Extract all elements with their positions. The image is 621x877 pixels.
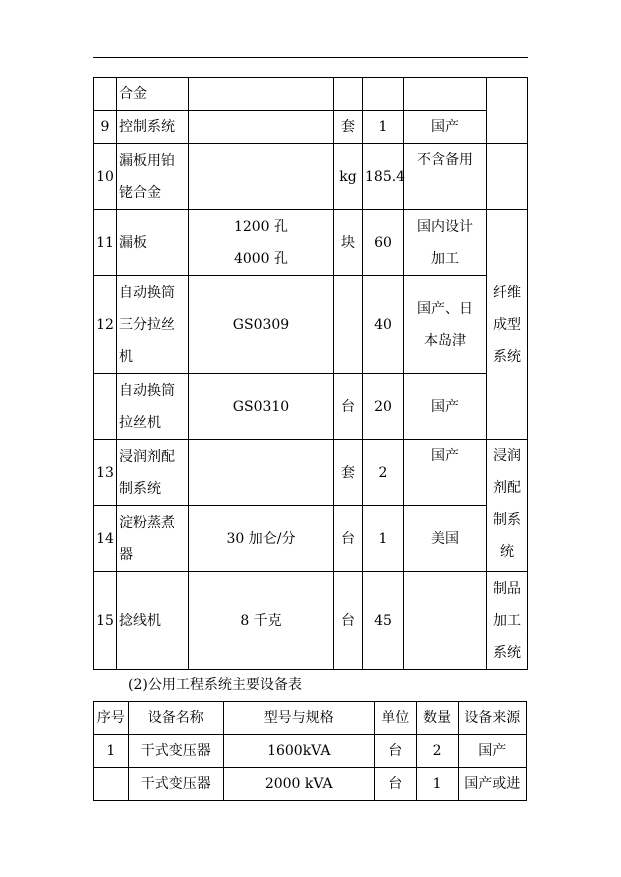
table-row <box>94 374 528 440</box>
group-line: 纤维 <box>493 284 521 301</box>
group-line: 制品 <box>493 580 521 597</box>
equipment-table-1 <box>93 77 528 670</box>
group-line: 剂配 <box>493 480 521 496</box>
source-line: 国内设计 <box>417 218 473 235</box>
group-line: 统 <box>500 544 514 560</box>
row-qty <box>363 78 404 111</box>
row-qty: 40 <box>363 276 404 374</box>
group-product-processing <box>487 572 528 670</box>
group-line: 制系 <box>493 512 521 528</box>
row-spec <box>189 78 334 111</box>
table-row <box>94 276 528 374</box>
row-source: 国产 <box>404 374 487 440</box>
table-row <box>94 735 527 768</box>
row-spec: 1600kVA <box>223 735 374 768</box>
table-caption: (2)公用工程系统主要设备表 <box>128 677 302 693</box>
row-no: 11 <box>94 210 117 276</box>
row-unit: 台 <box>374 768 416 801</box>
header-name: 设备名称 <box>128 702 223 735</box>
row-qty: 1 <box>363 506 404 572</box>
group-line: 系统 <box>493 644 521 661</box>
row-name <box>117 506 189 572</box>
group-empty <box>487 78 528 144</box>
row-source: 美国 <box>404 506 487 572</box>
row-spec <box>189 144 334 210</box>
row-unit <box>334 78 363 111</box>
row-source: 国产 <box>458 735 526 768</box>
row-qty: 2 <box>363 440 404 506</box>
group-sizing-system <box>487 440 528 572</box>
row-no <box>94 374 117 440</box>
row-no: 1 <box>94 735 129 768</box>
table-row <box>94 506 528 572</box>
header-source: 设备来源 <box>458 702 526 735</box>
row-no <box>94 78 117 111</box>
spec-line: 4000 孔 <box>233 250 289 267</box>
row-qty: 1 <box>416 768 458 801</box>
group-line: 浸润 <box>493 448 521 464</box>
source-line: 国产、日 <box>417 300 473 317</box>
row-name: 漏板 <box>117 210 189 276</box>
name-line: 浸润剂配 <box>119 448 175 465</box>
header-spec: 型号与规格 <box>223 702 374 735</box>
row-qty: 185.4 <box>363 144 404 210</box>
source-line: 加工 <box>431 250 459 267</box>
table-row <box>94 144 528 210</box>
row-unit <box>334 276 363 374</box>
row-qty: 2 <box>416 735 458 768</box>
table-header-row <box>94 702 527 735</box>
group-line: 成型 <box>493 316 521 333</box>
row-no: 10 <box>94 144 117 210</box>
name-line: 自动换筒 <box>119 382 175 399</box>
row-name: 干式变压器 <box>128 768 223 801</box>
row-no: 13 <box>94 440 117 506</box>
name-line: 三分拉丝 <box>119 316 175 333</box>
spec-line: 1200 孔 <box>233 218 289 235</box>
row-no <box>94 768 129 801</box>
row-spec: GS0310 <box>189 374 334 440</box>
row-source <box>404 78 487 111</box>
equipment-table-2 <box>93 701 527 801</box>
row-no: 9 <box>94 111 117 144</box>
table-row <box>94 440 528 506</box>
row-spec: GS0309 <box>189 276 334 374</box>
row-name <box>117 374 189 440</box>
source-line: 本岛津 <box>424 332 466 349</box>
row-unit: 台 <box>374 735 416 768</box>
row-no: 12 <box>94 276 117 374</box>
row-unit: 套 <box>334 440 363 506</box>
group-fiber-forming <box>487 210 528 440</box>
row-unit: 台 <box>334 506 363 572</box>
row-spec: 2000 kVA <box>223 768 374 801</box>
name-line: 自动换筒 <box>119 284 175 301</box>
row-qty: 20 <box>363 374 404 440</box>
header-unit: 单位 <box>374 702 416 735</box>
row-qty: 60 <box>363 210 404 276</box>
row-name <box>117 276 189 374</box>
name-line: 机 <box>119 348 133 365</box>
header-no: 序号 <box>94 702 129 735</box>
table-row <box>94 768 527 801</box>
row-name: 捻线机 <box>117 572 189 670</box>
header-qty: 数量 <box>416 702 458 735</box>
name-line: 器 <box>119 546 133 563</box>
table-row <box>94 210 528 276</box>
row-source <box>404 210 487 276</box>
row-spec <box>189 111 334 144</box>
name-line: 漏板用铂 <box>119 152 175 169</box>
table-row <box>94 572 528 670</box>
row-source <box>404 572 487 670</box>
row-unit: 块 <box>334 210 363 276</box>
row-unit: kg <box>334 144 363 210</box>
group-line: 系统 <box>493 348 521 365</box>
row-spec <box>189 440 334 506</box>
row-name <box>117 144 189 210</box>
name-line: 制系统 <box>119 480 161 497</box>
row-name: 合金 <box>117 78 189 111</box>
row-no: 15 <box>94 572 117 670</box>
row-source: 国产 <box>404 111 487 144</box>
row-name: 控制系统 <box>117 111 189 144</box>
row-unit: 台 <box>334 572 363 670</box>
row-unit: 台 <box>334 374 363 440</box>
row-name <box>117 440 189 506</box>
row-source: 国产 <box>404 440 487 506</box>
row-qty: 45 <box>363 572 404 670</box>
row-source: 国产或进 <box>458 768 526 801</box>
row-unit: 套 <box>334 111 363 144</box>
name-line: 淀粉蒸煮 <box>119 514 175 531</box>
row-no: 14 <box>94 506 117 572</box>
group-line: 加工 <box>493 612 521 629</box>
header-rule <box>93 57 528 58</box>
row-source <box>404 276 487 374</box>
name-line: 拉丝机 <box>119 414 161 431</box>
row-spec: 30 加仑/分 <box>189 506 334 572</box>
row-source: 不含备用 <box>404 144 487 210</box>
row-qty: 1 <box>363 111 404 144</box>
row-name: 干式变压器 <box>128 735 223 768</box>
row-spec <box>189 210 334 276</box>
name-line: 铑合金 <box>119 184 161 201</box>
group-empty <box>487 144 528 210</box>
table-row <box>94 111 528 144</box>
row-spec: 8 千克 <box>189 572 334 670</box>
table-row <box>94 78 528 111</box>
